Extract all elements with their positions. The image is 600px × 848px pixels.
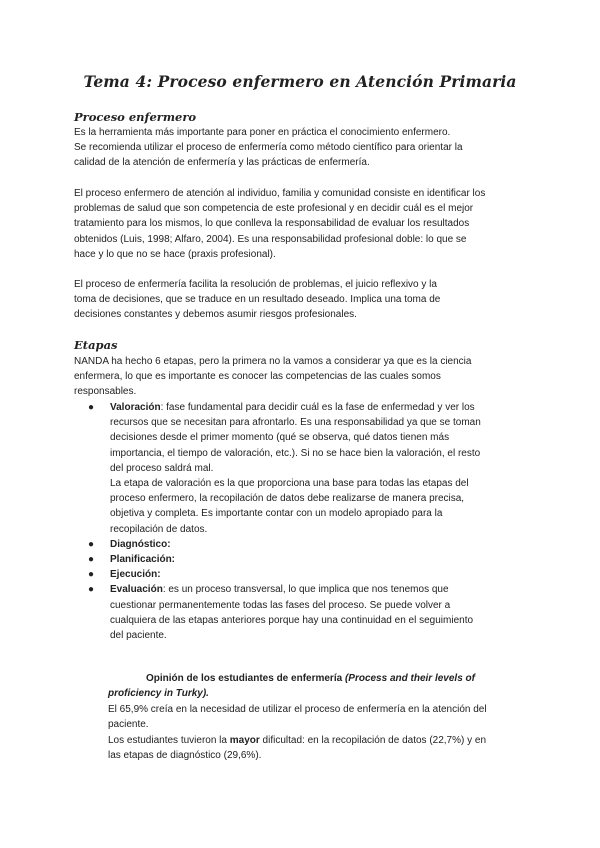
text-line: importancia, el tiempo de valoración, etc.). Si no se hace bien la valoración, el resto [110, 447, 481, 459]
text-line: paciente. [108, 719, 149, 731]
text-line: decisiones constantes y debemos asumir riesgos profesionales. [74, 309, 357, 321]
list-item-planificacion [74, 552, 544, 567]
text-line: proceso enfermero, la recopilación de datos debe realizarse de manera precisa, [110, 493, 465, 505]
paragraph-definition [74, 125, 534, 171]
text-line: El 65,9% creía en la necesidad de utilizar el proceso de enfermería en la atención del [108, 704, 487, 715]
text-line: problemas de salud que son competencia de este profesional y en decidir cuál es el mejor [74, 203, 474, 215]
section-heading-etapas: Etapas [74, 338, 118, 352]
opinion-heading-text: Opinión de los estudiantes de enfermería [146, 673, 345, 684]
text-line: NANDA ha hecho 6 etapas, pero la primera no la vamos a considerar ya que es la ciencia [74, 356, 472, 367]
text-line: La etapa de valoración es la que proporciona una base para todas las etapas del [110, 478, 469, 490]
text-line: recursos que se necesitan para afrontarlo. Es una responsabilidad ya que se toman [110, 417, 481, 429]
bullet-icon: ● [88, 569, 95, 581]
text-fragment: Los estudiantes tuvieron la [108, 735, 230, 746]
text-line: decisiones desde el primer momento (qué se observa, qué datos tienen más [110, 432, 450, 444]
stages-list [74, 400, 544, 643]
stage-label: Valoración [110, 402, 161, 413]
text-line: Se recomienda utilizar el proceso de enfermería como método científico para orientar la [74, 142, 463, 154]
paragraph-proceso-atencion [74, 186, 534, 262]
text-line: calidad de la atención de enfermería y las prácticas de enfermería. [74, 157, 370, 169]
text-line: toma de decisiones, que se traduce en un resultado deseado. Implica una toma de [74, 294, 441, 306]
opinion-heading [108, 671, 538, 701]
paragraph-resolucion [74, 277, 534, 323]
list-item-evaluacion [74, 582, 544, 643]
list-item-valoracion [74, 400, 544, 537]
text-line: El proceso de enfermería facilita la resolución de problemas, el juicio reflexivo y la [74, 279, 437, 290]
paragraph-nanda [74, 354, 534, 400]
stage-label: Evaluación [110, 584, 163, 596]
bullet-icon: ● [88, 554, 95, 566]
paragraph-opinion-2 [108, 733, 548, 763]
list-item-ejecucion [74, 567, 544, 582]
stage-label: Planificación: [110, 554, 176, 566]
text-line: recopilación de datos. [110, 523, 208, 535]
paragraph-opinion-1 [108, 702, 548, 732]
bullet-icon: ● [88, 402, 95, 413]
page-title: Tema 4: Proceso enfermero en Atención Primaria [83, 72, 517, 91]
text-fragment: dificultad: en la recopilación de datos (22,7%) y en [259, 735, 487, 746]
text-line: responsables. [74, 386, 137, 398]
text-line: Es la herramienta más importante para poner en práctica el conocimiento enfermero. [74, 127, 451, 138]
stage-label: Diagnóstico: [110, 538, 171, 550]
bullet-icon: ● [88, 538, 95, 550]
text-line: las etapas de diagnóstico (29,6%). [108, 750, 262, 762]
text-line: : fase fundamental para decidir cuál es la fase de enfermedad y ver los [160, 402, 475, 413]
text-line: cualquiera de las etapas anteriores porque hay una continuidad en el seguimiento [110, 614, 474, 626]
text-line: obtenidos (Luis, 1998; Alfaro, 2004). Es una responsabilidad profesional doble: lo que se [74, 233, 467, 245]
text-line: tratamiento para los mismos, lo que conlleva la responsabilidad de evaluar los resultados [74, 218, 470, 230]
text-line: hace y lo que no se hace (praxis profesional). [74, 248, 276, 260]
text-line: del proceso saldrá mal. [110, 462, 214, 474]
text-line: cuestionar permanentemente todas las fases del proceso. Se puede volver a [110, 599, 451, 611]
opinion-heading-source-cont: proficiency in Turky). [108, 688, 209, 700]
emphasis-mayor: mayor [229, 735, 260, 746]
bullet-icon: ● [88, 584, 95, 596]
text-line: El proceso enfermero de atención al individuo, familia y comunidad consiste en identificar los [74, 188, 486, 199]
list-item-diagnostico [74, 537, 544, 552]
text-line: objetiva y completa. Es importante contar con un modelo apropiado para la [110, 508, 443, 520]
stage-label: Ejecución: [110, 569, 161, 581]
text-line: del paciente. [110, 630, 167, 642]
text-line: enfermera, lo que es importante es conocer las competencias de las cuales somos [74, 371, 441, 383]
text-line: : es un proceso transversal, lo que implica que nos tenemos que [162, 584, 449, 596]
opinion-heading-source: (Process and their levels of [344, 673, 475, 684]
section-heading-proceso-enfermero: Proceso enfermero [74, 110, 197, 124]
